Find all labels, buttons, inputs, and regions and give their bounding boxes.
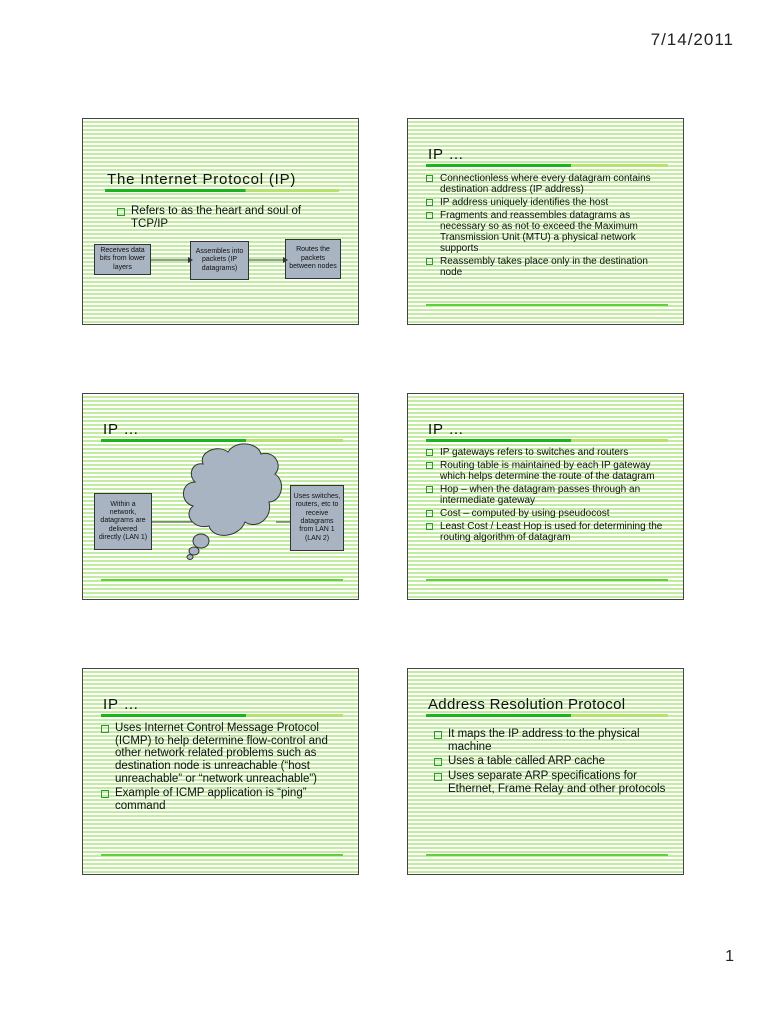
title-underline (426, 439, 668, 442)
slide-title: Address Resolution Protocol (428, 696, 626, 713)
flow-box-assemble: Assembles into packets (IP datagrams) (190, 241, 249, 280)
bullet-square-icon (426, 212, 433, 219)
slide-title: IP … (103, 421, 140, 438)
bullet-item: Uses separate ARP specifications for Ethernet, Frame Relay and other protocols (434, 770, 672, 795)
slide-title: IP … (103, 696, 140, 713)
bullet-square-icon (101, 790, 109, 798)
bullet-item: Example of ICMP application is “ping” command (101, 787, 339, 812)
bullet-item: Hop – when the datagram passes through an intermediate gateway (426, 484, 671, 506)
page-date: 7/14/2011 (650, 30, 734, 49)
slide-ip-connectionless (407, 118, 684, 325)
page-number: 1 (725, 948, 734, 965)
bullet-list (101, 722, 339, 814)
footer-rule (101, 579, 343, 581)
bullet-item: IP address uniquely identifies the host (426, 197, 671, 208)
footer-rule (426, 579, 668, 581)
bullet-square-icon (426, 258, 433, 265)
bullet-item: Fragments and reassembles datagrams as necessary so as not to exceed the Maximum Transmission Unit (MTU) a physical network supports (426, 210, 671, 254)
cloud-diagram (83, 394, 359, 600)
bullet-square-icon (426, 486, 433, 493)
slide-arp (407, 668, 684, 875)
bullet-item: Uses a table called ARP cache (434, 755, 672, 768)
bullet-item: IP gateways refers to switches and routers (426, 447, 671, 458)
network-cloud-icon (183, 444, 281, 560)
footer-rule (426, 304, 668, 306)
bullet-item: Cost – computed by using pseudocost (426, 508, 671, 519)
bullet-square-icon (426, 199, 433, 206)
flow-box-route: Routes the packets between nodes (285, 239, 341, 279)
bullet-square-icon (426, 175, 433, 182)
bullet-square-icon (426, 462, 433, 469)
title-underline (426, 714, 668, 717)
bullet-square-icon (434, 731, 442, 739)
title-underline (426, 164, 668, 167)
lan2-box: Uses switches, routers, etc to receive datagrams from LAN 1 (LAN 2) (290, 485, 344, 551)
slide-title: The Internet Protocol (IP) (107, 171, 297, 188)
bullet-item: Connectionless where every datagram contains destination address (IP address) (426, 173, 671, 195)
footer-rule (426, 854, 668, 856)
bullet-square-icon (434, 758, 442, 766)
bullet-square-icon (426, 510, 433, 517)
bullet-square-icon (101, 725, 109, 733)
footer-rule (101, 854, 343, 856)
flow-arrows (83, 119, 359, 325)
bullet-square-icon (426, 449, 433, 456)
title-underline (101, 714, 343, 717)
bullet-list (426, 447, 671, 545)
flow-box-receive: Receives data bits from lower layers (94, 244, 151, 275)
slide-title: IP … (428, 146, 465, 163)
slide-ip-lan-diagram (82, 393, 359, 600)
bullet-item: Reassembly takes place only in the destination node (426, 256, 671, 278)
bullet-item: Least Cost / Least Hop is used for determining the routing algorithm of datagram (426, 521, 671, 543)
slide-title: IP … (428, 421, 465, 438)
bullet-square-icon (426, 523, 433, 530)
slide-internet-protocol (82, 118, 359, 325)
lan1-box: Within a network, datagrams are delivered directly (LAN 1) (94, 493, 152, 550)
bullet-item: Refers to as the heart and soul of TCP/IP (117, 205, 337, 230)
bullet-list (434, 728, 672, 797)
bullet-square-icon (434, 773, 442, 781)
bullet-item: Routing table is maintained by each IP gateway which helps determine the route of the datagram (426, 460, 671, 482)
bullet-item: It maps the IP address to the physical machine (434, 728, 672, 753)
bullet-list (426, 173, 671, 280)
bullet-item: Uses Internet Control Message Protocol (ICMP) to help determine flow-control and other network related problems such as destination node is unreachable (“host unreachable” or “network unreachable”) (101, 722, 339, 785)
slide-ip-gateways (407, 393, 684, 600)
slide-ip-icmp (82, 668, 359, 875)
